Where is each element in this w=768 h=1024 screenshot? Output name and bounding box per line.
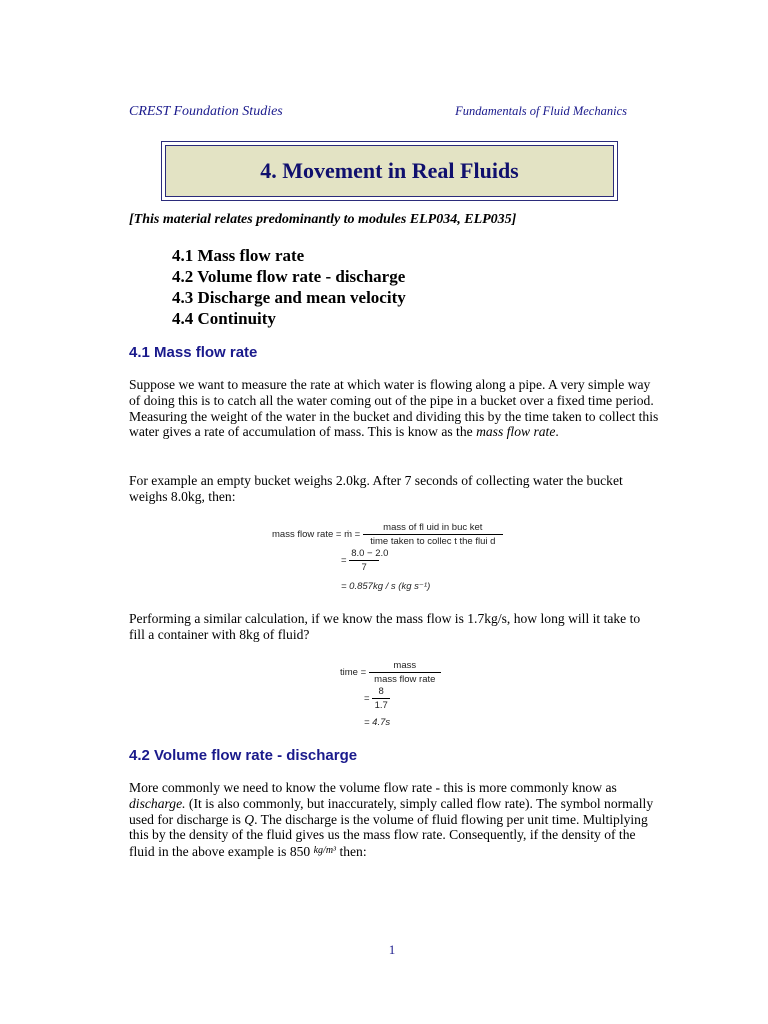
paragraph: Suppose we want to measure the rate at which water is flowing along a pipe. A very simple way of doing this is to catch all the water coming out of the pipe in a bucket over a fixed time period. Measuring the weight of the water in the bucket and dividing this by the time taken to collect this water gives a rate of accumulation of mass. This is know as the mass flow rate. bbox=[129, 377, 659, 440]
page-number: 1 bbox=[388, 942, 396, 957]
time-equation: time = $\frac{\text{mass}}{\text{mass flow rate}}$ = $\frac{8}{1.7}$ = 4.7s bbox=[340, 658, 470, 733]
section-heading: 4.1 Mass flow rate bbox=[129, 344, 258, 361]
header-left: CREST Foundation Studies bbox=[129, 104, 283, 119]
mass-flow-equation: mass flow rate = ṁ = $\frac{\text{mass of fl uid in buc ket}}{\text{time taken to collec t the flui d}}$ = $\frac{8.0 - 2.0}{7}$ = 0.857kg / s (kg s⁻¹) bbox=[272, 520, 532, 600]
paragraph: For example an empty bucket weighs 2.0kg. After 7 seconds of collecting water the bucket weighs 8.0kg, then: bbox=[129, 473, 623, 504]
toc-item: 4.2 Volume flow rate - discharge bbox=[172, 267, 406, 286]
header-right: Fundamentals of Fluid Mechanics bbox=[455, 104, 627, 118]
chapter-title-box bbox=[165, 145, 614, 197]
section-heading: 4.2 Volume flow rate - discharge bbox=[129, 747, 358, 764]
paragraph: Performing a similar calculation, if we know the mass flow is 1.7kg/s, how long will it take to fill a container with 8kg of fluid? bbox=[129, 611, 641, 642]
toc-item: 4.1 Mass flow rate bbox=[172, 246, 305, 265]
toc-item: 4.4 Continuity bbox=[172, 309, 276, 328]
chapter-title: 4. Movement in Real Fluids bbox=[260, 158, 519, 183]
toc-item: 4.3 Discharge and mean velocity bbox=[172, 288, 406, 307]
modules-note: [This material relates predominantly to modules ELP034, ELP035] bbox=[129, 212, 517, 227]
paragraph: More commonly we need to know the volume flow rate - this is more commonly know as discharge. (It is also commonly, but inaccurately, simply called flow rate). The symbol normally used for discharge is Q. The discharge is the volume of fluid flowing per unit time. Multiplying this by the density of the fluid gives us the mass flow rate. Consequently, if the density of the fluid in the above example is 850 $^{kg/m^3}$ then: bbox=[129, 780, 654, 860]
table-of-contents bbox=[172, 245, 406, 329]
